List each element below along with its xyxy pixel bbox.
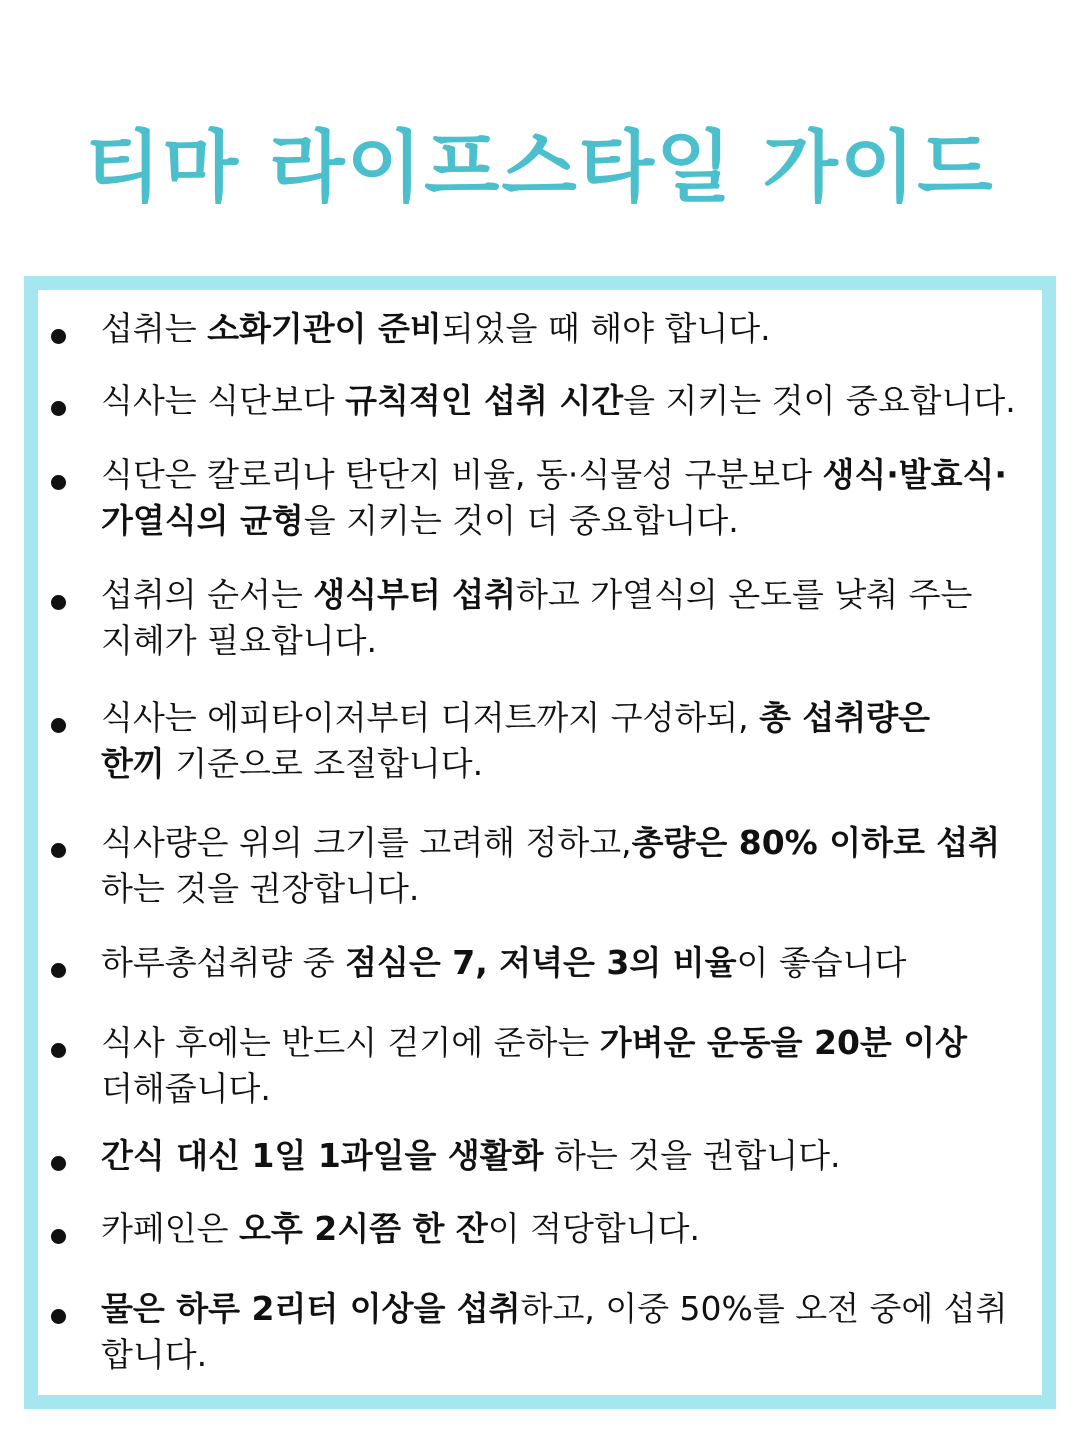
item-line bbox=[101, 452, 1041, 498]
body-text: 식사는 식단보다 bbox=[101, 381, 346, 420]
bullet-icon bbox=[51, 963, 66, 978]
item-line bbox=[101, 498, 1041, 544]
emphasis-text: 간식 대신 1일 1과일을 생활화 bbox=[101, 1136, 544, 1175]
item-line bbox=[101, 741, 1041, 787]
emphasis-text: 가열식의 균형 bbox=[101, 501, 304, 540]
body-text: 이 좋습니다 bbox=[736, 943, 907, 982]
body-text: 식사 후에는 반드시 걷기에 준하는 bbox=[101, 1023, 600, 1062]
item-line bbox=[101, 820, 1041, 866]
emphasis-text: 오후 2시쯤 한 잔 bbox=[239, 1209, 488, 1248]
body-text: 되었을 때 해야 합니다. bbox=[441, 309, 771, 348]
guide-box bbox=[24, 276, 1056, 1409]
bullet-icon bbox=[51, 329, 66, 344]
bullet-icon bbox=[51, 1043, 66, 1058]
emphasis-text: 총 섭취량은 bbox=[759, 698, 931, 737]
body-text: 합니다. bbox=[101, 1335, 208, 1374]
body-text: 기준으로 조절합니다. bbox=[164, 744, 484, 783]
item-line bbox=[101, 618, 1041, 664]
body-text: 하루총섭취량 중 bbox=[101, 943, 346, 982]
bullet-icon bbox=[51, 1309, 66, 1324]
body-text: 하고 가열식의 온도를 낮춰 주는 bbox=[516, 575, 973, 614]
emphasis-text: 규칙적인 섭취 시간 bbox=[345, 381, 624, 420]
item-line bbox=[101, 940, 1041, 986]
body-text: 하고, 이중 50%를 오전 중에 섭취 bbox=[520, 1289, 1008, 1328]
bullet-icon bbox=[51, 475, 66, 490]
body-text: 카페인은 bbox=[101, 1209, 240, 1248]
body-text: 섭취의 순서는 bbox=[101, 575, 314, 614]
bullet-icon bbox=[51, 1229, 66, 1244]
emphasis-text: 가벼운 운동을 20분 이상 bbox=[599, 1023, 968, 1062]
item-line bbox=[101, 1066, 1041, 1112]
emphasis-text: 소화기관이 준비 bbox=[207, 309, 442, 348]
body-text: 식단은 칼로리나 탄단지 비율, 동·식물성 구분보다 bbox=[101, 455, 823, 494]
emphasis-text: 생식·발효식· bbox=[822, 455, 1007, 494]
body-text: 식사는 에피타이저부터 디저트까지 구성하되, bbox=[101, 698, 760, 737]
bullet-icon bbox=[51, 595, 66, 610]
bullet-icon bbox=[51, 843, 66, 858]
emphasis-text: 한끼 bbox=[101, 744, 165, 783]
body-text: 이 적당합니다. bbox=[487, 1209, 700, 1248]
body-text: 더해줍니다. bbox=[101, 1069, 271, 1108]
item-line bbox=[101, 572, 1041, 618]
item-line bbox=[101, 378, 1041, 424]
item-line bbox=[101, 1332, 1041, 1378]
body-text: 식사량은 위의 크기를 고려해 정하고, bbox=[101, 823, 632, 862]
emphasis-text: 생식부터 섭취 bbox=[313, 575, 517, 614]
body-text: 을 지키는 것이 더 중요합니다. bbox=[303, 501, 739, 540]
body-text: 을 지키는 것이 중요합니다. bbox=[623, 381, 1016, 420]
emphasis-text: 물은 하루 2리터 이상을 섭취 bbox=[101, 1289, 521, 1328]
body-text: 지혜가 필요합니다. bbox=[101, 621, 378, 660]
body-text: 하는 것을 권합니다. bbox=[543, 1136, 841, 1175]
item-line bbox=[101, 1133, 1041, 1179]
body-text: 하는 것을 권장합니다. bbox=[101, 869, 420, 908]
item-line bbox=[101, 306, 1041, 352]
page-title: 티마 라이프스타일 가이드 bbox=[85, 123, 995, 213]
item-line bbox=[101, 695, 1041, 741]
bullet-icon bbox=[51, 401, 66, 416]
emphasis-text: 점심은 7, 저녁은 3의 비율 bbox=[345, 943, 737, 982]
bullet-icon bbox=[51, 1156, 66, 1171]
body-text: 섭취는 bbox=[101, 309, 208, 348]
item-line bbox=[101, 866, 1041, 912]
emphasis-text: 총량은 80% 이하로 섭취 bbox=[631, 823, 1001, 862]
item-line bbox=[101, 1206, 1041, 1252]
item-line bbox=[101, 1286, 1041, 1332]
bullet-icon bbox=[51, 718, 66, 733]
item-line bbox=[101, 1020, 1041, 1066]
